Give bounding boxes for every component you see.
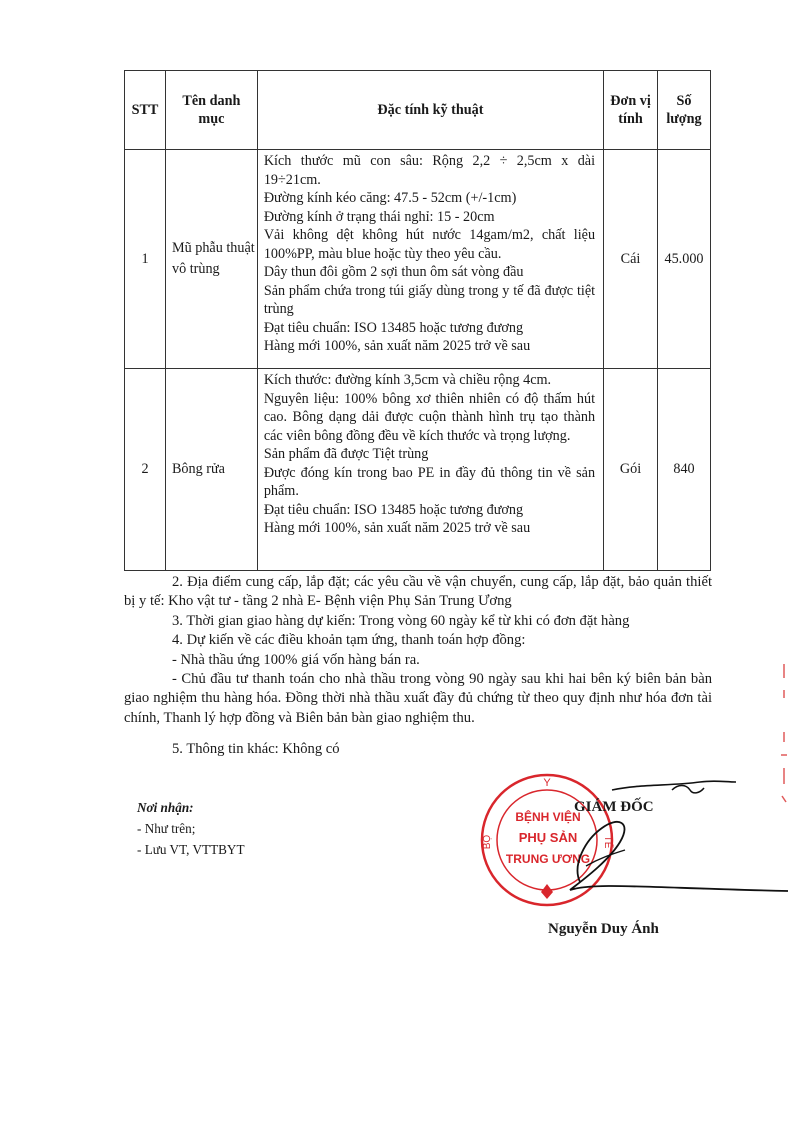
row-stt: 2	[125, 369, 166, 571]
spec-line: Đường kính ở trạng thái nghỉ: 15 - 20cm	[263, 208, 495, 225]
delivery-time-paragraph: 3. Thời gian giao hàng dự kiến: Trong vòng 60 ngày kể từ khi có đơn đặt hàng	[172, 612, 630, 629]
row-unit: Gói	[604, 369, 658, 571]
signer-title: GIÁM ĐỐC	[574, 799, 654, 815]
spec-line: Sản phẩm đã được Tiệt trùng	[263, 446, 429, 462]
header-name: Tên danh mục	[165, 71, 257, 150]
recipient-item: - Như trên;	[137, 821, 196, 836]
seal-line: PHỤ SẢN	[518, 830, 578, 845]
spec-line: Đạt tiêu chuẩn: ISO 13485 hoặc tương đương	[263, 319, 524, 336]
terms-section	[124, 573, 712, 760]
other-info-paragraph: 5. Thông tin khác: Không có	[172, 741, 340, 758]
delivery-location-paragraph: 2. Địa điểm cung cấp, lắp đặt; các yêu cầu về vận chuyển, cung cấp, lắp đặt, bảo quản thiết bị y tế: Kho vật tư - tầng 2 nhà E- Bệnh viện Phụ Sản Trung Ương	[124, 574, 712, 610]
spec-line: Hàng mới 100%, sản xuất năm 2025 trở về sau	[263, 520, 531, 536]
payment-schedule-paragraph: - Chủ đầu tư thanh toán cho nhà thầu trong vòng 90 ngày sau khi hai bên ký biên bản bàn giao nghiệm thu hàng hóa. Đồng thời nhà thầu xuất đầy đủ chứng từ theo quy định như hóa đơn tài chính, Thanh lý hợp đồng và Biên bản bàn giao nghiệm thu.	[124, 671, 712, 726]
recipients-title: Nơi nhận:	[137, 800, 194, 815]
signer-name: Nguyễn Duy Ánh	[548, 921, 659, 937]
seal-side-letter: BỘ	[482, 834, 493, 850]
table-row	[125, 369, 711, 571]
seal-side-letter: TẾ	[602, 835, 613, 849]
row-qty: 840	[658, 369, 711, 571]
spec-line: Dây thun đôi gồm 2 sợi thun ôm sát vòng đầu	[263, 264, 524, 280]
spec-line: Đường kính kéo căng: 47.5 - 52cm (+/-1cm)	[263, 190, 517, 206]
seal-line: BỆNH VIỆN	[515, 810, 581, 824]
table-header-row	[125, 71, 711, 150]
spec-line: Hàng mới 100%, sản xuất năm 2025 trở về sau	[263, 338, 531, 354]
header-qty: Số lượng	[658, 71, 711, 150]
header-spec: Đặc tính kỹ thuật	[257, 71, 603, 150]
spec-line: Được đóng kín trong bao PE in đầy đủ thông tin về sản phẩm.	[263, 464, 596, 499]
row-spec	[257, 369, 603, 571]
row-item-name: Mũ phẫu thuật vô trùng	[165, 150, 257, 369]
spec-line: Kích thước mũ con sâu: Rộng 2,2 ÷ 2,5cm x dài 19÷21cm.	[263, 153, 596, 188]
payment-terms-heading: 4. Dự kiến về các điều khoản tạm ứng, thanh toán hợp đồng:	[172, 632, 526, 649]
spec-line: Kích thước: đường kính 3,5cm và chiều rộng 4cm.	[263, 372, 552, 388]
director-signature	[540, 770, 790, 910]
spec-line: Đạt tiêu chuẩn: ISO 13485 hoặc tương đương	[263, 501, 524, 518]
row-stt: 1	[125, 150, 166, 369]
spec-line: Nguyên liệu: 100% bông xơ thiên nhiên có độ thấm hút cao. Bông dạng dải được cuộn thành hình trụ tạo thành các viên bông đồng đều về kích thước và trọng lượng.	[263, 390, 596, 444]
header-unit: Đơn vị tính	[604, 71, 658, 150]
spec-line: Vải không dệt không hút nước 14gam/m2, chất liệu 100%PP, màu blue hoặc tùy theo yêu cầu.	[263, 227, 596, 262]
advance-payment-paragraph: - Nhà thầu ứng 100% giá vốn hàng bán ra.	[172, 651, 420, 668]
table-row	[125, 150, 711, 369]
row-unit: Cái	[604, 150, 658, 369]
technical-spec-table	[124, 70, 711, 571]
seal-line: TRUNG ƯƠNG	[505, 852, 591, 866]
margin-stamp-fragment	[774, 660, 794, 810]
recipient-item: - Lưu VT, VTTBYT	[137, 842, 245, 857]
seal-side-letter: Y	[543, 777, 551, 789]
row-qty: 45.000	[658, 150, 711, 369]
row-spec	[257, 150, 603, 369]
recipients-block	[137, 797, 245, 860]
row-item-name: Bông rửa	[165, 369, 257, 571]
header-stt: STT	[125, 71, 166, 150]
spec-line: Sản phẩm chứa trong túi giấy dùng trong y tế đã được tiệt trùng	[263, 282, 596, 317]
